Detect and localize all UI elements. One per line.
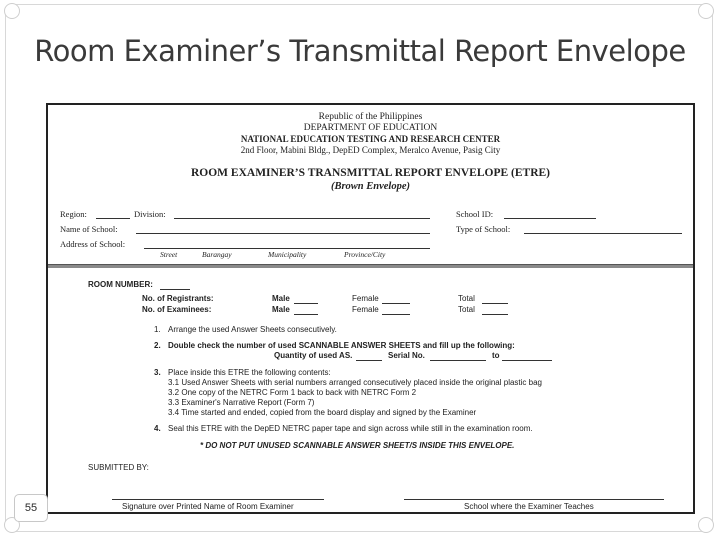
line — [482, 314, 508, 315]
region-line — [96, 218, 130, 219]
address-barangay: Barangay — [202, 250, 232, 259]
division-label: Division: — [134, 209, 166, 219]
type-of-school-line — [524, 233, 682, 234]
serial-from-line — [430, 360, 486, 361]
header-republic: Republic of the Philippines — [318, 112, 423, 122]
line — [482, 303, 508, 304]
school-teaches-label: School where the Examiner Teaches — [464, 502, 594, 511]
registrants-female: Female — [352, 294, 379, 303]
quantity-line — [356, 360, 382, 361]
instruction-text: Place inside this ETRE the following contents: — [168, 368, 331, 377]
address-label: Address of School: — [60, 239, 126, 249]
type-of-school-label: Type of School: — [456, 224, 511, 234]
slide-title: Room Examiner’s Transmittal Report Envelope — [34, 34, 686, 68]
page-number-badge: 55 — [14, 494, 48, 522]
serial-to-label: to — [492, 351, 500, 360]
registrants-male: Male — [272, 294, 290, 303]
content-item: 3.3 Examiner's Narrative Report (Form 7) — [168, 398, 315, 407]
school-id-line — [504, 218, 596, 219]
instruction-number: 2. — [154, 341, 161, 350]
examinees-total: Total — [458, 305, 475, 314]
line — [294, 314, 318, 315]
examinees-male: Male — [272, 305, 290, 314]
instruction-number: 4. — [154, 424, 161, 433]
address-street: Street — [160, 250, 178, 259]
registrants-total: Total — [458, 294, 475, 303]
instruction-text: Seal this ETRE with the DepED NETRC paper tape and sign across while still in the examination room. — [168, 424, 533, 433]
registrants-label: No. of Registrants: — [142, 294, 214, 303]
examinees-female: Female — [352, 305, 379, 314]
school-teaches-line — [404, 499, 664, 500]
frame-corner — [698, 3, 714, 19]
name-of-school-label: Name of School: — [60, 224, 118, 234]
line — [294, 303, 318, 304]
header-department: DEPARTMENT OF EDUCATION — [303, 123, 438, 133]
serial-label: Serial No. — [388, 351, 425, 360]
document-title: ROOM EXAMINER’S TRANSMITTAL REPORT ENVELOPE (ETRE) — [190, 167, 550, 179]
content-item: 3.2 One copy of the NETRC Form 1 back to back with NETRC Form 2 — [168, 388, 417, 397]
frame-corner — [698, 517, 714, 533]
examinees-label: No. of Examinees: — [142, 305, 212, 314]
header-address: 2nd Floor, Mabini Bldg., DepED Complex, Meralco Avenue, Pasig City — [240, 145, 501, 155]
quantity-label: Quantity of used AS. — [274, 351, 353, 360]
division-line — [174, 218, 430, 219]
section-separator — [48, 264, 693, 268]
document-subtitle: (Brown Envelope) — [330, 181, 411, 192]
instruction-text: Arrange the used Answer Sheets consecutively. — [168, 325, 337, 334]
room-number-line — [160, 289, 190, 290]
etre-document-image — [46, 103, 695, 514]
instruction-number: 3. — [154, 368, 161, 377]
submitted-by-label: SUBMITTED BY: — [88, 463, 149, 472]
warning-note: * DO NOT PUT UNUSED SCANNABLE ANSWER SHEET/S INSIDE THIS ENVELOPE. — [200, 441, 515, 450]
name-of-school-line — [136, 233, 430, 234]
line — [382, 303, 410, 304]
frame-corner — [4, 3, 20, 19]
school-id-label: School ID: — [456, 209, 494, 219]
content-item: 3.1 Used Answer Sheets with serial numbers arranged consecutively placed inside the original plastic bag — [168, 378, 542, 387]
instruction-text: Double check the number of used SCANNABLE ANSWER SHEETS and fill up the following: — [168, 341, 515, 350]
signature-label: Signature over Printed Name of Room Examiner — [122, 502, 294, 511]
line — [382, 314, 410, 315]
content-item: 3.4 Time started and ended, copied from the board display and signed by the Examiner — [168, 408, 477, 417]
region-label: Region: — [60, 209, 87, 219]
room-number-label: ROOM NUMBER: — [88, 280, 153, 289]
signature-line — [112, 499, 324, 500]
header-netrc: NATIONAL EDUCATION TESTING AND RESEARCH CENTER — [240, 134, 501, 144]
instruction-number: 1. — [154, 325, 161, 334]
serial-to-line — [502, 360, 552, 361]
address-municipality: Municipality — [268, 250, 307, 259]
address-province: Province/City — [344, 250, 386, 259]
address-line — [144, 248, 430, 249]
